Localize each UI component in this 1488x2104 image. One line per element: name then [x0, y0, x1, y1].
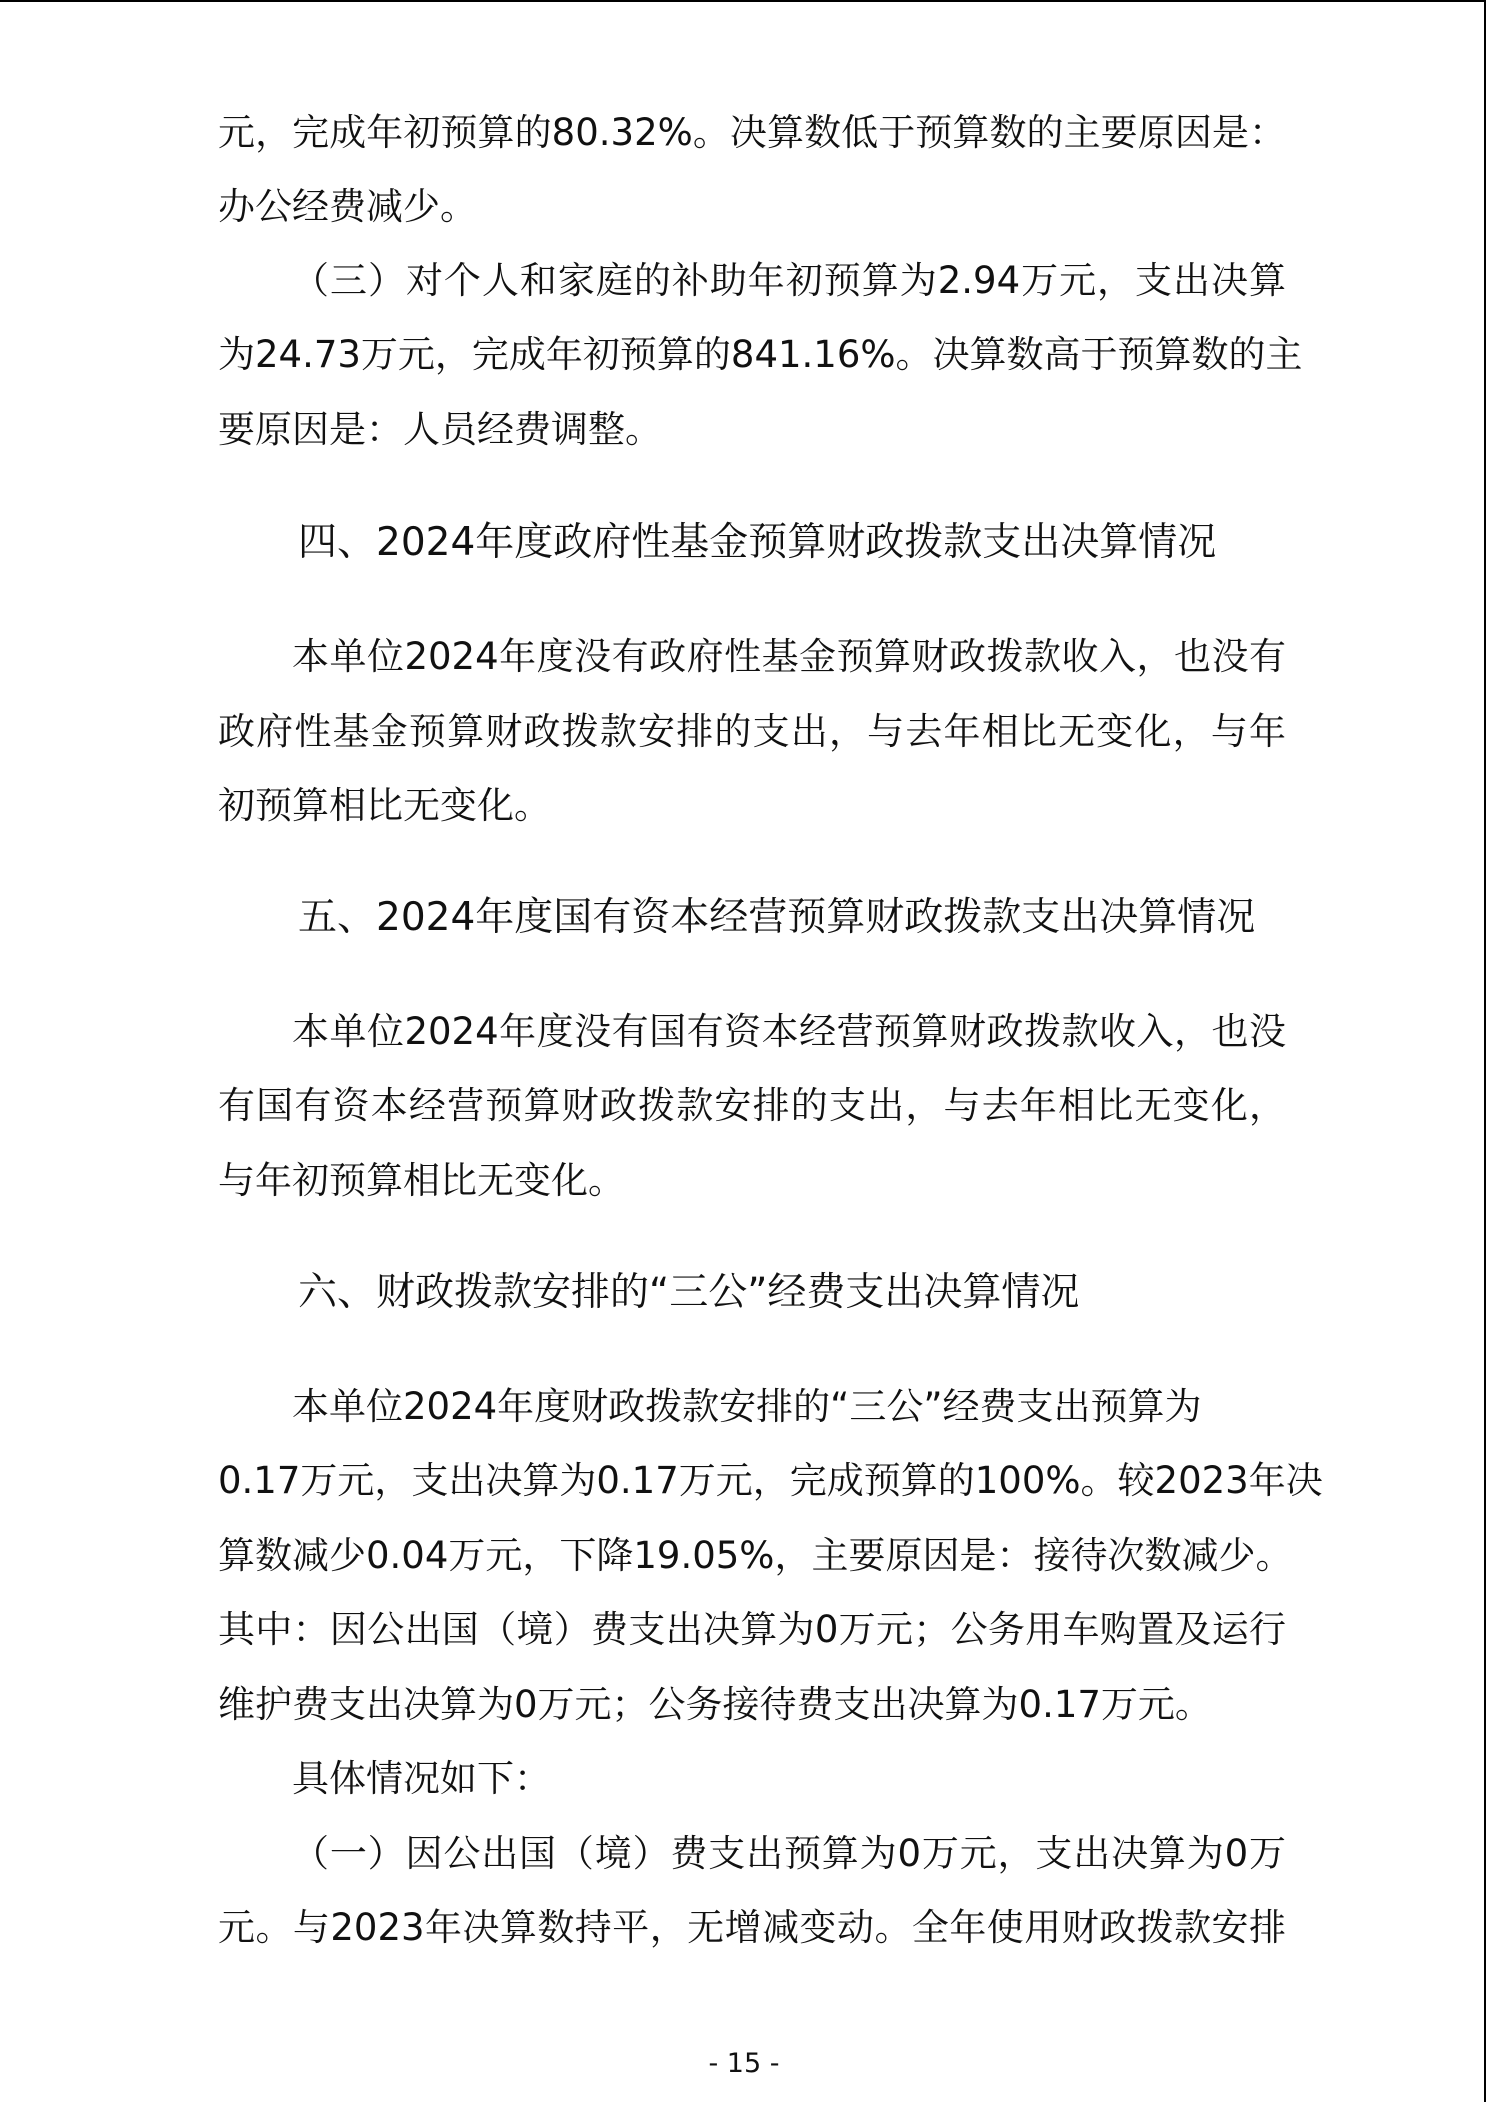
paragraph-line: 要原因是：人员经费调整。: [218, 408, 662, 451]
paragraph-line: 元。与2023年决算数持平，无增减变动。全年使用财政拨款安排: [218, 1906, 1286, 1949]
paragraph-line: （一）因公出国（境）费支出预算为0万元，支出决算为0万: [292, 1832, 1286, 1875]
paragraph-line: 具体情况如下：: [292, 1757, 551, 1800]
paragraph-line: 为24.73万元，完成年初预算的841.16%。决算数高于预算数的主: [218, 333, 1303, 376]
paragraph-line: 维护费支出决算为0万元；公务接待费支出决算为0.17万元。: [218, 1683, 1212, 1726]
paragraph-line: 本单位2024年度财政拨款安排的“三公”经费支出预算为: [292, 1385, 1202, 1428]
paragraph-line: 算数减少0.04万元，下降19.05%，主要原因是：接待次数减少。: [218, 1534, 1293, 1577]
section-heading: 六、财政拨款安排的“三公”经费支出决算情况: [298, 1270, 1080, 1315]
page-number: - 15 -: [708, 2048, 780, 2079]
paragraph-line: 本单位2024年度没有国有资本经营预算财政拨款收入，也没: [292, 1010, 1286, 1053]
section-heading: 五、2024年度国有资本经营预算财政拨款支出决算情况: [298, 895, 1256, 940]
paragraph-line: 与年初预算相比无变化。: [218, 1159, 625, 1202]
paragraph-line: 政府性基金预算财政拨款安排的支出，与去年相比无变化，与年: [218, 710, 1286, 753]
paragraph-line: 有国有资本经营预算财政拨款安排的支出，与去年相比无变化，: [218, 1084, 1286, 1127]
paragraph-line: （三）对个人和家庭的补助年初预算为2.94万元，支出决算: [292, 259, 1286, 302]
paragraph-line: 本单位2024年度没有政府性基金预算财政拨款收入，也没有: [292, 635, 1286, 678]
paragraph-line: 0.17万元，支出决算为0.17万元，完成预算的100%。较2023年决: [218, 1459, 1323, 1502]
paragraph-line: 办公经费减少。: [218, 185, 477, 228]
paragraph-line: 其中：因公出国（境）费支出决算为0万元；公务用车购置及运行: [218, 1608, 1286, 1651]
paragraph-line: 元，完成年初预算的80.32%。决算数低于预算数的主要原因是：: [218, 111, 1286, 154]
section-heading: 四、2024年度政府性基金预算财政拨款支出决算情况: [298, 520, 1217, 565]
paragraph-line: 初预算相比无变化。: [218, 784, 551, 827]
